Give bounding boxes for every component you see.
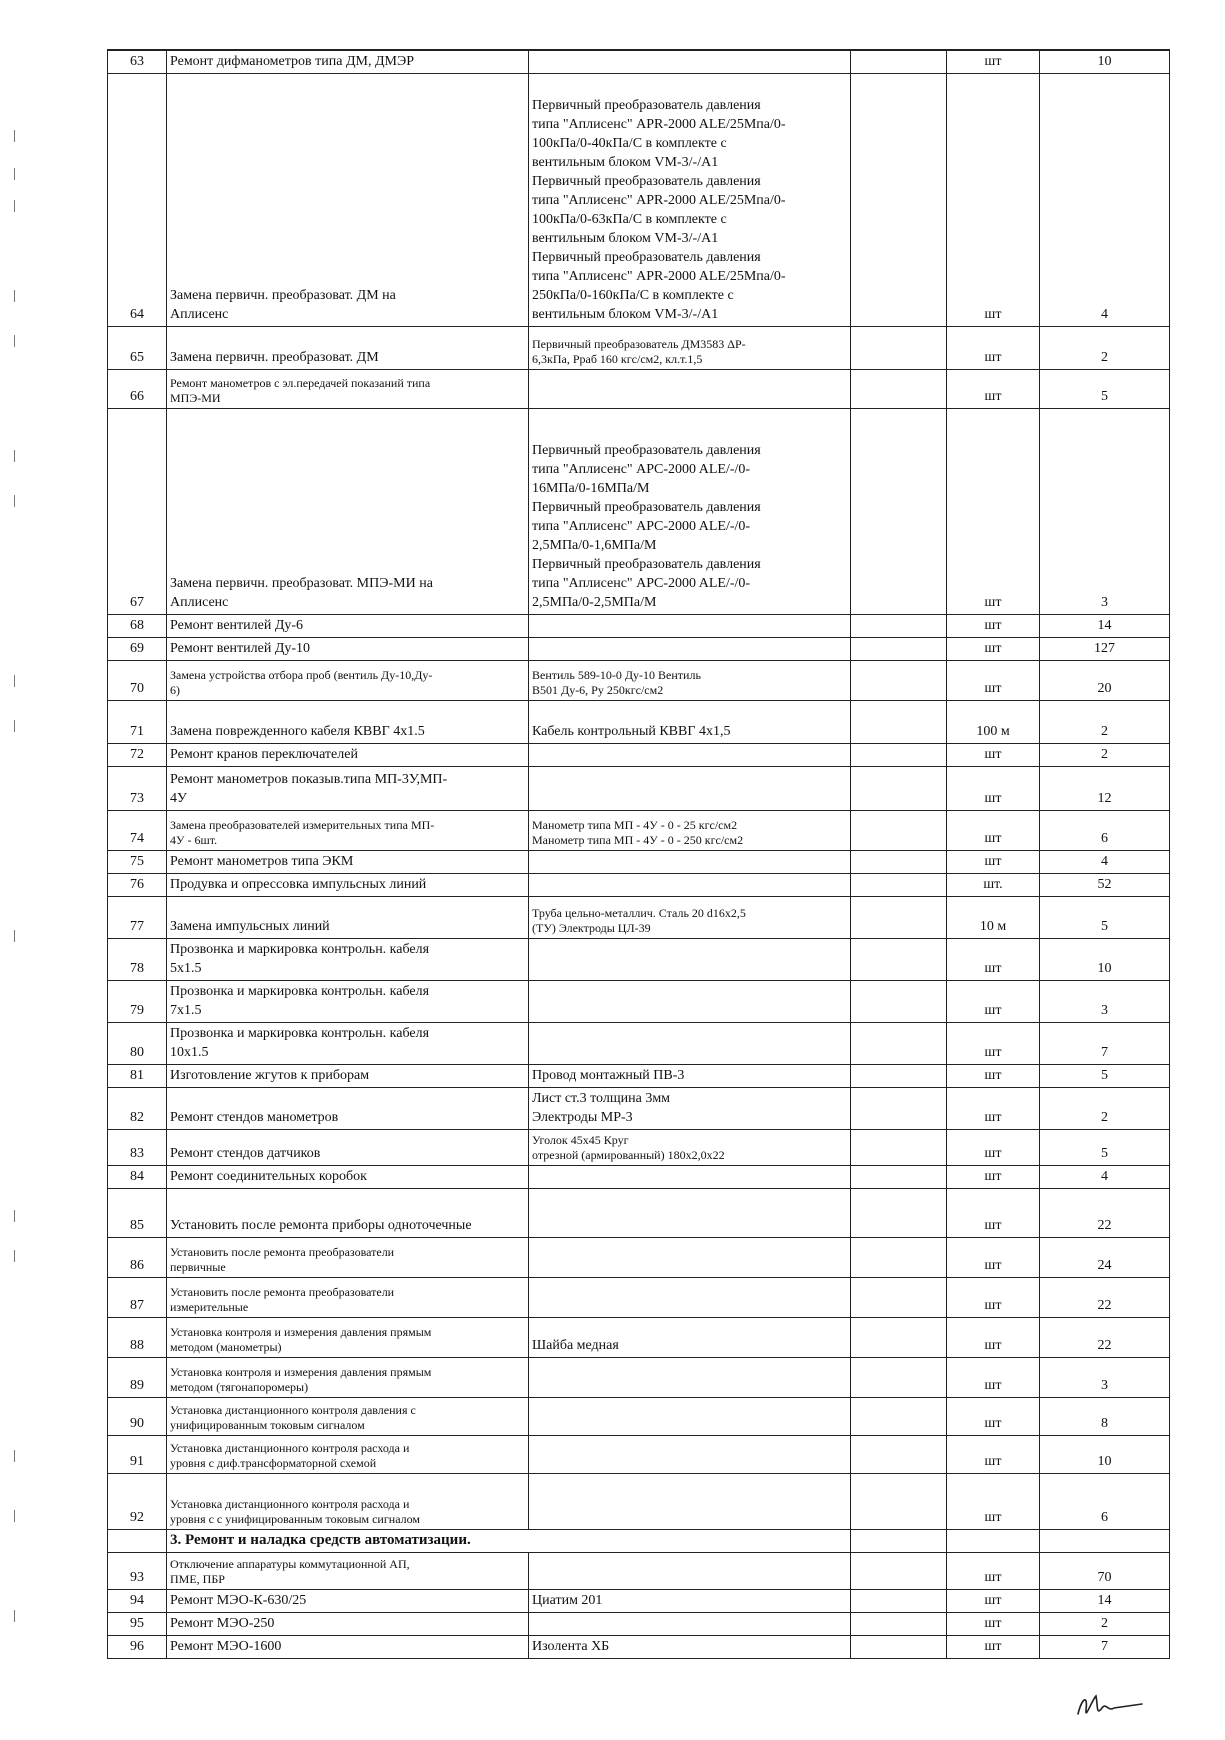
row-number-cell: 85 (108, 1189, 167, 1238)
empty-cell (851, 1613, 947, 1636)
quantity-cell: 3 (1040, 1358, 1170, 1398)
empty-cell (851, 874, 947, 897)
material-cell (529, 1553, 851, 1590)
work-description-cell: Замена первичн. преобразоват. ДМ (167, 327, 529, 370)
quantity-cell: 5 (1040, 1065, 1170, 1088)
material-cell (529, 1358, 851, 1398)
quantity-cell: 10 (1040, 50, 1170, 74)
quantity-cell: 7 (1040, 1636, 1170, 1659)
table-row (108, 1436, 1170, 1474)
unit-cell: шт. (947, 874, 1040, 897)
empty-cell (851, 370, 947, 409)
unit-cell: шт (947, 327, 1040, 370)
quantity-cell: 22 (1040, 1189, 1170, 1238)
quantity-cell: 4 (1040, 851, 1170, 874)
table-row (108, 1318, 1170, 1358)
table-row (108, 767, 1170, 811)
empty-cell (851, 1530, 947, 1553)
work-description-cell: Установка контроля и измерения давления прямым методом (манометры) (167, 1318, 529, 1358)
material-cell: Лист ст.3 толщина 3мм Электроды МР-3 (529, 1088, 851, 1130)
empty-cell (851, 327, 947, 370)
material-cell (529, 1166, 851, 1189)
empty-cell (851, 851, 947, 874)
material-cell: Уголок 45х45 Круг отрезной (армированный) 180х2,0х22 (529, 1130, 851, 1166)
row-number-cell: 87 (108, 1278, 167, 1318)
work-description-cell: Ремонт стендов манометров (167, 1088, 529, 1130)
table-row (108, 981, 1170, 1023)
row-number-cell: 82 (108, 1088, 167, 1130)
empty-cell (851, 1189, 947, 1238)
quantity-cell: 4 (1040, 74, 1170, 327)
work-description-cell: Замена поврежденного кабеля КВВГ 4х1.5 (167, 701, 529, 744)
quantity-cell: 2 (1040, 744, 1170, 767)
work-description-cell: Прозвонка и маркировка контрольн. кабеля 10х1.5 (167, 1023, 529, 1065)
table-row (108, 851, 1170, 874)
table-row (108, 1278, 1170, 1318)
empty-cell (851, 701, 947, 744)
quantity-cell: 3 (1040, 981, 1170, 1023)
unit-cell: шт (947, 1358, 1040, 1398)
table-row (108, 409, 1170, 615)
empty-cell (851, 1278, 947, 1318)
material-cell (529, 1474, 851, 1530)
work-description-cell: Установка контроля и измерения давления прямым методом (тягонапоромеры) (167, 1358, 529, 1398)
work-description-cell: Ремонт манометров показыв.типа МП-3У,МП- 4У (167, 767, 529, 811)
quantity-cell: 24 (1040, 1238, 1170, 1278)
quantity-cell: 10 (1040, 1436, 1170, 1474)
empty-cell (851, 1023, 947, 1065)
table-row (108, 1474, 1170, 1530)
unit-cell: шт (947, 1553, 1040, 1590)
material-cell: Кабель контрольный КВВГ 4х1,5 (529, 701, 851, 744)
unit-cell: шт (947, 939, 1040, 981)
row-number-cell: 77 (108, 897, 167, 939)
material-cell (529, 1613, 851, 1636)
row-number-cell: 76 (108, 874, 167, 897)
material-cell (529, 1278, 851, 1318)
empty-cell (851, 409, 947, 615)
table-row (108, 811, 1170, 851)
empty-cell (851, 811, 947, 851)
unit-cell: шт (947, 1166, 1040, 1189)
work-description-cell: Установить после ремонта приборы одноточечные (167, 1189, 529, 1238)
quantity-cell: 5 (1040, 370, 1170, 409)
table-row (108, 638, 1170, 661)
material-cell: Первичный преобразователь ДМ3583 ΔP- 6,3кПа, Рраб 160 кгс/см2, кл.т.1,5 (529, 327, 851, 370)
work-description-cell: Ремонт МЭО-К-630/25 (167, 1590, 529, 1613)
empty-cell (851, 661, 947, 701)
table-row (108, 874, 1170, 897)
work-description-cell: Ремонт МЭО-250 (167, 1613, 529, 1636)
material-cell: Труба цельно-металлич. Сталь 20 d16х2,5 (ТУ) Электроды ЦЛ-39 (529, 897, 851, 939)
table-row (108, 939, 1170, 981)
empty-cell (851, 1553, 947, 1590)
work-table (107, 49, 1170, 1659)
table-row (108, 1358, 1170, 1398)
table-row (108, 370, 1170, 409)
quantity-cell: 2 (1040, 701, 1170, 744)
empty-cell (851, 1436, 947, 1474)
material-cell (529, 744, 851, 767)
material-cell: Манометр типа МП - 4У - 0 - 25 кгс/см2 Манометр типа МП - 4У - 0 - 250 кгс/см2 (529, 811, 851, 851)
table-row (108, 615, 1170, 638)
empty-cell (851, 1238, 947, 1278)
material-cell (529, 1398, 851, 1436)
quantity-cell: 2 (1040, 1613, 1170, 1636)
row-number-cell: 91 (108, 1436, 167, 1474)
material-cell (529, 370, 851, 409)
empty-cell (851, 1130, 947, 1166)
work-description-cell: Прозвонка и маркировка контрольн. кабеля 7х1.5 (167, 981, 529, 1023)
table-row (108, 327, 1170, 370)
quantity-cell: 22 (1040, 1278, 1170, 1318)
unit-cell: шт (947, 1130, 1040, 1166)
unit-cell: шт (947, 409, 1040, 615)
quantity-cell: 2 (1040, 327, 1170, 370)
work-description-cell: Ремонт вентилей Ду-10 (167, 638, 529, 661)
empty-cell (851, 1358, 947, 1398)
quantity-cell: 22 (1040, 1318, 1170, 1358)
material-cell (529, 851, 851, 874)
table-row (108, 1238, 1170, 1278)
unit-cell: шт (947, 1278, 1040, 1318)
unit-cell: шт (947, 1318, 1040, 1358)
quantity-cell: 8 (1040, 1398, 1170, 1436)
quantity-cell: 127 (1040, 638, 1170, 661)
work-description-cell: Ремонт вентилей Ду-6 (167, 615, 529, 638)
material-cell: Первичный преобразователь давления типа "Аплисенс" APC-2000 ALE/-/0- 16МПа/0-16МПа/М Первичный преобразователь давления типа "Аплисенс" APC-2000 ALE/-/0- 2,5МПа/0-1,6МПа/М Первичный преобразователь давления типа "Аплисенс" APC-2000 ALE/-/0- 2,5МПа/0-2,5МПа/М (529, 409, 851, 615)
row-number-cell: 78 (108, 939, 167, 981)
table-row (108, 74, 1170, 327)
unit-cell: шт (947, 1065, 1040, 1088)
empty-cell (851, 1088, 947, 1130)
quantity-cell: 20 (1040, 661, 1170, 701)
work-table-body (108, 50, 1170, 1659)
row-number-cell: 74 (108, 811, 167, 851)
material-cell: Первичный преобразователь давления типа "Аплисенс" APR-2000 ALE/25Мпа/0- 100кПа/0-40кПа/С в комплекте с вентильным блоком VM-3/-/A1 Первичный преобразователь давления типа "Аплисенс" APR-2000 ALE/25Мпа/0- 100кПа/0-63кПа/С в комплекте с вентильным блоком VM-3/-/A1 Первичный преобразователь давления типа "Аплисенс" APR-2000 ALE/25Мпа/0- 250кПа/0-160кПа/С в комплекте с вентильным блоком VM-3/-/A1 (529, 74, 851, 327)
work-description-cell: Ремонт манометров с эл.передачей показаний типа МПЭ-МИ (167, 370, 529, 409)
quantity-cell: 4 (1040, 1166, 1170, 1189)
work-description-cell: Установка дистанционного контроля давления с унифицированным токовым сигналом (167, 1398, 529, 1436)
work-description-cell: Замена первичн. преобразоват. ДМ на Аплисенс (167, 74, 529, 327)
row-number-cell: 95 (108, 1613, 167, 1636)
row-number-cell: 80 (108, 1023, 167, 1065)
empty-cell (851, 767, 947, 811)
work-description-cell: Прозвонка и маркировка контрольн. кабеля 5х1.5 (167, 939, 529, 981)
quantity-cell: 5 (1040, 897, 1170, 939)
work-description-cell: Ремонт кранов переключателей (167, 744, 529, 767)
table-row (108, 1065, 1170, 1088)
row-number-cell: 83 (108, 1130, 167, 1166)
section-title: 3. Ремонт и наладка средств автоматизации. (167, 1530, 851, 1553)
quantity-cell: 2 (1040, 1088, 1170, 1130)
unit-cell: шт (947, 50, 1040, 74)
empty-cell (851, 939, 947, 981)
material-cell (529, 1238, 851, 1278)
row-number-cell: 94 (108, 1590, 167, 1613)
unit-cell: шт (947, 661, 1040, 701)
quantity-cell: 7 (1040, 1023, 1170, 1065)
table-row (108, 1130, 1170, 1166)
empty-cell (851, 897, 947, 939)
signature-mark (1072, 1690, 1152, 1724)
work-description-cell: Отключение аппаратуры коммутационной АП, ПМЕ, ПБР (167, 1553, 529, 1590)
row-number-cell: 88 (108, 1318, 167, 1358)
material-cell (529, 939, 851, 981)
row-number-cell (108, 1530, 167, 1553)
unit-cell: шт (947, 744, 1040, 767)
work-description-cell: Замена устройства отбора проб (вентиль Ду-10,Ду- 6) (167, 661, 529, 701)
row-number-cell: 92 (108, 1474, 167, 1530)
empty-cell (851, 1065, 947, 1088)
row-number-cell: 89 (108, 1358, 167, 1398)
work-description-cell: Ремонт стендов датчиков (167, 1130, 529, 1166)
material-cell (529, 1189, 851, 1238)
quantity-cell: 10 (1040, 939, 1170, 981)
row-number-cell: 71 (108, 701, 167, 744)
unit-cell: шт (947, 1189, 1040, 1238)
row-number-cell: 73 (108, 767, 167, 811)
work-description-cell: Ремонт дифманометров типа ДМ, ДМЭР (167, 50, 529, 74)
material-cell: Циатим 201 (529, 1590, 851, 1613)
unit-cell: шт (947, 1238, 1040, 1278)
row-number-cell: 90 (108, 1398, 167, 1436)
table-row (108, 1590, 1170, 1613)
material-cell (529, 50, 851, 74)
unit-cell (947, 1530, 1040, 1553)
empty-cell (851, 50, 947, 74)
quantity-cell: 12 (1040, 767, 1170, 811)
table-row (108, 1636, 1170, 1659)
work-description-cell: Замена импульсных линий (167, 897, 529, 939)
unit-cell: шт (947, 1023, 1040, 1065)
row-number-cell: 63 (108, 50, 167, 74)
row-number-cell: 96 (108, 1636, 167, 1659)
unit-cell: шт (947, 767, 1040, 811)
empty-cell (851, 615, 947, 638)
material-cell (529, 767, 851, 811)
work-description-cell: Установка дистанционного контроля расхода и уровня с с унифицированным токовым сигналом (167, 1474, 529, 1530)
work-description-cell: Ремонт манометров типа ЭКМ (167, 851, 529, 874)
work-description-cell: Продувка и опрессовка импульсных линий (167, 874, 529, 897)
table-row (108, 1398, 1170, 1436)
work-description-cell: Установить после ремонта преобразователи измерительные (167, 1278, 529, 1318)
material-cell (529, 615, 851, 638)
material-cell (529, 874, 851, 897)
row-number-cell: 86 (108, 1238, 167, 1278)
unit-cell: шт (947, 1636, 1040, 1659)
material-cell (529, 1023, 851, 1065)
work-description-cell: Изготовление жгутов к приборам (167, 1065, 529, 1088)
unit-cell: шт (947, 851, 1040, 874)
left-margin-marks (14, 130, 16, 1690)
material-cell: Провод монтажный ПВ-3 (529, 1065, 851, 1088)
quantity-cell: 5 (1040, 1130, 1170, 1166)
row-number-cell: 70 (108, 661, 167, 701)
row-number-cell: 68 (108, 615, 167, 638)
section-header-row (108, 1530, 1170, 1553)
row-number-cell: 66 (108, 370, 167, 409)
work-description-cell: Замена первичн. преобразоват. МПЭ-МИ на Аплисенс (167, 409, 529, 615)
row-number-cell: 67 (108, 409, 167, 615)
unit-cell: шт (947, 811, 1040, 851)
unit-cell: шт (947, 1590, 1040, 1613)
table-row (108, 1553, 1170, 1590)
table-row (108, 661, 1170, 701)
empty-cell (851, 1166, 947, 1189)
material-cell (529, 1436, 851, 1474)
quantity-cell: 14 (1040, 615, 1170, 638)
unit-cell: шт (947, 74, 1040, 327)
material-cell: Изолента ХБ (529, 1636, 851, 1659)
table-row (108, 1088, 1170, 1130)
material-cell (529, 981, 851, 1023)
unit-cell: шт (947, 1613, 1040, 1636)
work-description-cell: Ремонт МЭО-1600 (167, 1636, 529, 1659)
unit-cell: шт (947, 1474, 1040, 1530)
empty-cell (851, 1318, 947, 1358)
row-number-cell: 81 (108, 1065, 167, 1088)
row-number-cell: 75 (108, 851, 167, 874)
table-row (108, 1613, 1170, 1636)
unit-cell: шт (947, 981, 1040, 1023)
work-description-cell: Ремонт соединительных коробок (167, 1166, 529, 1189)
work-description-cell: Установка дистанционного контроля расхода и уровня с диф.трансформаторной схемой (167, 1436, 529, 1474)
empty-cell (851, 1636, 947, 1659)
unit-cell: шт (947, 615, 1040, 638)
unit-cell: шт (947, 1398, 1040, 1436)
empty-cell (851, 1398, 947, 1436)
unit-cell: 10 м (947, 897, 1040, 939)
empty-cell (851, 1474, 947, 1530)
unit-cell: шт (947, 638, 1040, 661)
row-number-cell: 69 (108, 638, 167, 661)
empty-cell (851, 981, 947, 1023)
work-description-cell: Установить после ремонта преобразователи первичные (167, 1238, 529, 1278)
unit-cell: шт (947, 370, 1040, 409)
table-row (108, 701, 1170, 744)
empty-cell (851, 1590, 947, 1613)
quantity-cell: 6 (1040, 811, 1170, 851)
quantity-cell: 3 (1040, 409, 1170, 615)
unit-cell: шт (947, 1436, 1040, 1474)
quantity-cell: 52 (1040, 874, 1170, 897)
table-row (108, 50, 1170, 74)
quantity-cell (1040, 1530, 1170, 1553)
row-number-cell: 65 (108, 327, 167, 370)
table-row (108, 1166, 1170, 1189)
row-number-cell: 72 (108, 744, 167, 767)
unit-cell: 100 м (947, 701, 1040, 744)
row-number-cell: 64 (108, 74, 167, 327)
table-row (108, 1023, 1170, 1065)
table-row (108, 1189, 1170, 1238)
material-cell: Вентиль 589-10-0 Ду-10 Вентиль В501 Ду-6, Ру 250кгс/см2 (529, 661, 851, 701)
row-number-cell: 93 (108, 1553, 167, 1590)
row-number-cell: 79 (108, 981, 167, 1023)
table-row (108, 897, 1170, 939)
material-cell (529, 638, 851, 661)
empty-cell (851, 638, 947, 661)
table-row (108, 744, 1170, 767)
work-description-cell: Замена преобразователей измерительных типа МП- 4У - 6шт. (167, 811, 529, 851)
empty-cell (851, 74, 947, 327)
unit-cell: шт (947, 1088, 1040, 1130)
quantity-cell: 14 (1040, 1590, 1170, 1613)
row-number-cell: 84 (108, 1166, 167, 1189)
quantity-cell: 6 (1040, 1474, 1170, 1530)
material-cell: Шайба медная (529, 1318, 851, 1358)
quantity-cell: 70 (1040, 1553, 1170, 1590)
empty-cell (851, 744, 947, 767)
